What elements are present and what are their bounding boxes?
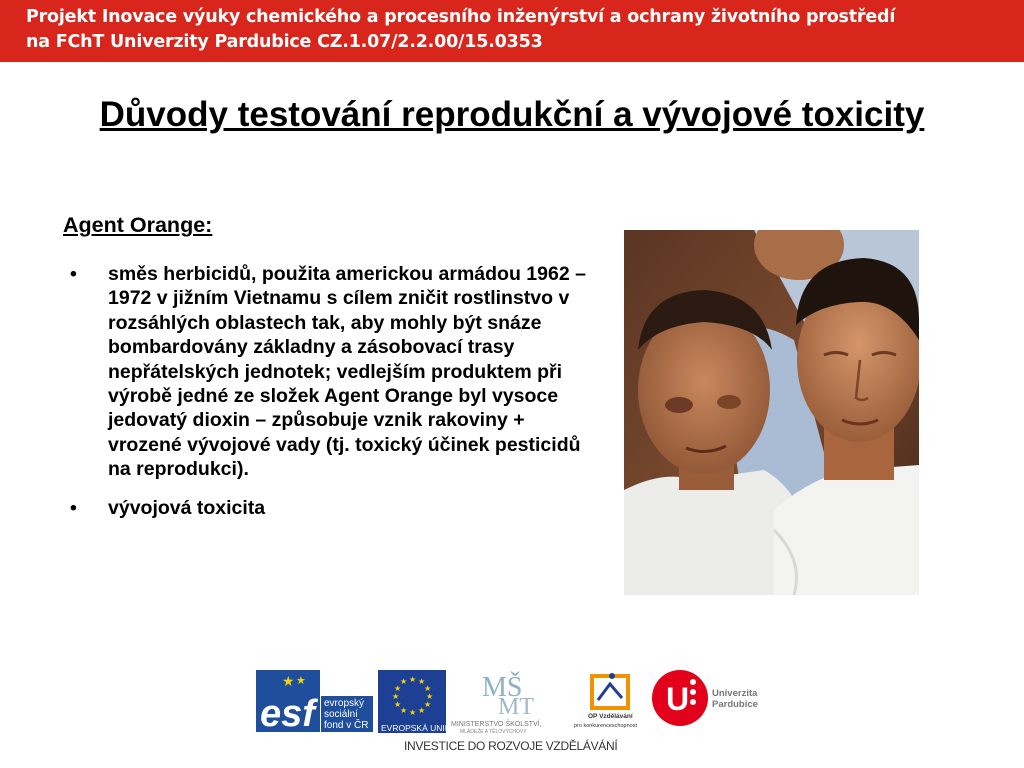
eu-caption: EVROPSKÁ UNIE (381, 723, 451, 733)
banner-line-1: Projekt Inovace výuky chemického a procesního inženýrství a ochrany životního prostředí (26, 7, 896, 27)
upce-logo (652, 670, 758, 726)
slide-title: Důvody testování reprodukční a vývojové toxicity (99, 95, 925, 134)
esf-logo (256, 670, 373, 735)
bullet-text: směs herbicidů, použita americkou armádou 1962 – 1972 v jižním Vietnamu s cílem zničit rostlinstvo v rozsáhlých oblastech tak, aby mohly být snáze bombardovány základny a zásobovací trasy nepřátelských jednotek; vedlejším produktem při výrobě jedné ze složek Agent Orange byl vysoce jedovatý dioxin – způsobuje vznik rakoviny + vrozené vývojové vady (tj. toxický účinek pesticidů na reprodukci). (108, 263, 586, 481)
svg-text:MT: MT (498, 694, 534, 720)
op-text-1: OP Vzdělávání (588, 713, 633, 720)
section-label: Agent Orange: (63, 213, 213, 237)
svg-text:★: ★ (296, 674, 306, 687)
svg-text:★: ★ (392, 692, 400, 701)
esf-text-3: fond v ČR (324, 720, 369, 731)
bullet-item (70, 262, 590, 482)
bullet-marker: • (70, 496, 77, 519)
op-vzdelavani-logo (574, 673, 637, 729)
svg-text:★: ★ (409, 708, 417, 717)
svg-text:★: ★ (424, 700, 432, 709)
investice-tagline: INVESTICE DO ROZVOJE VZDĚLÁVÁNÍ (404, 739, 618, 753)
msmt-logo (451, 672, 542, 735)
svg-text:★: ★ (400, 677, 408, 686)
upce-text-2: Pardubice (712, 699, 758, 710)
bullet-text: vývojová toxicita (108, 496, 266, 519)
msmt-text-2: MLÁDEŽE A TĚLOVÝCHOVY (460, 729, 527, 735)
top-banner (0, 0, 1024, 62)
svg-text:★: ★ (418, 706, 426, 715)
svg-text:★: ★ (418, 677, 426, 686)
banner-line-2: na FChT Univerzity Pardubice CZ.1.07/2.2.00/15.0353 (26, 32, 543, 52)
esf-text-1: evropský (324, 698, 365, 709)
svg-text:★: ★ (400, 706, 408, 715)
upce-text-1: Univerzita (712, 688, 758, 699)
bullet-item (70, 496, 590, 520)
svg-text:★: ★ (394, 684, 402, 693)
svg-text:MŠ: MŠ (482, 672, 523, 703)
esf-text-2: sociální (324, 709, 358, 720)
photo-illustration (624, 230, 919, 595)
svg-text:★: ★ (282, 674, 295, 690)
bullet-list (70, 262, 590, 520)
op-text-2: pro konkurenceschopnost (574, 723, 637, 729)
agent-orange-victims-photo (624, 230, 919, 595)
svg-text:★: ★ (426, 692, 434, 701)
svg-text:★: ★ (409, 675, 417, 684)
eu-flag-logo (378, 670, 451, 733)
msmt-text-1: MINISTERSTVO ŠKOLSTVÍ, (451, 721, 542, 728)
svg-text:U: U (666, 681, 690, 717)
bullet-marker: • (70, 263, 77, 285)
svg-text:esf: esf (260, 693, 315, 735)
svg-text:★: ★ (424, 684, 432, 693)
svg-text:★: ★ (394, 700, 402, 709)
